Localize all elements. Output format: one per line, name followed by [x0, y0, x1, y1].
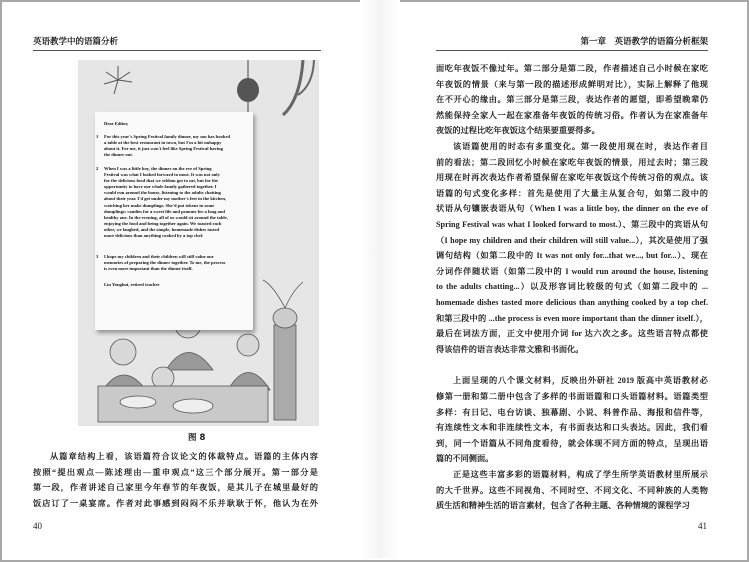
- branch-icon: [283, 60, 303, 115]
- book-gutter: [360, 0, 400, 558]
- paragraph-number: 2: [96, 166, 99, 171]
- paragraph-number: 1: [96, 134, 99, 139]
- body-line: 质生活和精神生活的语言素材，包含了各种主题、各种情境的课程学习: [436, 501, 690, 511]
- letter-signature: Liu Yonghui, retired teacher: [104, 282, 160, 287]
- body-line: 按照“提出观点—陈述理由—重申观点”这三个部分展开。第一部分是: [33, 468, 318, 477]
- body-line: to the adults chatting...）以及形容词比较级的句式（如第二段中的 ...: [436, 282, 708, 292]
- letter-salutation: Dear Editor,: [104, 121, 129, 126]
- body-line: 前的看法；第二段回忆小时候在家吃年夜饭的情景，用过去时；第三段: [436, 157, 708, 167]
- body-line: 正是这些丰富多彩的语篇材料，构成了学生所学英语教材里所展示: [453, 470, 708, 479]
- left-header-rule: [33, 50, 321, 51]
- body-line: （I hope my children and their children will still value...），其次是使用了强: [436, 235, 708, 245]
- page-number-left: 40: [33, 521, 42, 531]
- body-line: 从篇章结构上看，该语篇符合议论文的体裁特点。语篇的主体内容: [50, 452, 318, 461]
- firework-icon: [104, 66, 132, 94]
- body-line: 多样：有日记、电台访谈、独幕剧、小说、科普作品、海报和信件等，: [436, 407, 708, 417]
- body-line: 修第一册和第二册中包含了多样的书面语篇和口头语篇材料。语篇类型: [436, 392, 708, 401]
- body-line: 有连续性文本和非连续性文本，有书面表达和口头表达。因此，我们看: [436, 423, 708, 433]
- letter-paragraph: When I was a little boy, the dinner on the eve of Spring Festival was what I looked forward to most. It was not only for the delicious food that we seldom got to eat, but for the opportunity to have our whole family gathered together. I would run around the house, listening to the adults chatting about their year. I'd get under my mother's feet in the kitchen, watching her make dumplings. She'd put tokens in some dumplings: candies for a sweet life and peanuts for a long and healthy one. In the evening, all of us would sit around the table, enjoying the food and being together again. We toasted each other, we laughed, and the simple, homemade dishes tasted more delicious than anything cooked by a top chef.: [104, 166, 228, 239]
- right-running-header: 第一章 英语教学的语篇分析框架: [580, 37, 708, 47]
- body-line: 第一段，作者讲述自己家里今年春节的年夜饭，是其儿子在城里最好的: [33, 483, 318, 492]
- body-line: 状语从句镶嵌表语从句（When I was a little boy, the dinner on the eve of: [436, 204, 708, 214]
- letter-card: [95, 112, 253, 330]
- figure-caption: 图 8: [188, 433, 206, 443]
- body-line: 最后在词法方面，正文中使用介词 for 达六次之多。这些语言特点都使: [436, 329, 708, 339]
- body-line: 在不开心的缘由。第三部分是第三段，表达作者的愿望，即希望晚辈仍: [436, 95, 708, 105]
- body-line: Spring Festival was what I looked forward to most.）、第三段中的宾语从句: [436, 220, 708, 229]
- body-line: 面吃年夜饭不像过年。第二部分是第二段，作者描述自己小时候在家吃: [436, 64, 708, 73]
- body-line: homemade dishes tasted more delicious than anything cooked by a top chef.: [436, 298, 708, 307]
- body-line: 年夜饭的情景（来与第一段的描述形成鲜明对比），实际上解释了他现: [436, 79, 708, 89]
- body-line: 该语篇使用的时态有多重变化。第一段使用现在时，表达作者目: [453, 142, 708, 151]
- figure-illustration: [78, 60, 319, 426]
- left-running-header: 英语教学中的语篇分析: [33, 37, 119, 47]
- body-line: 调句结构（如第二段中的 It was not only for...that we..., but for...）、现在: [436, 251, 708, 261]
- letter-paragraph: I hope my children and their children will still value our memories of preparing the dinner together. To me, the process is even more important than the dinner itself.: [104, 254, 226, 272]
- body-line: 然能保持全家人一起在家准备年夜饭的传统习俗。作者认为在家准备年: [436, 110, 708, 120]
- body-line: 篇的不同侧面。: [436, 454, 494, 464]
- body-line: 分词作伴随状语（如第二段中的 I would run around the house, listening: [436, 266, 708, 276]
- body-line: 夜饭的过程比吃年夜饭这个结果要重要得多。: [436, 126, 600, 136]
- body-line: 饭店订了一桌宴席。作者对此事感到闷闷不乐并耿耿于怀，他认为在外: [33, 499, 318, 508]
- lantern-icon: [237, 60, 259, 116]
- paragraph-number: 3: [96, 254, 99, 259]
- body-line: 得该信件的语言表达非常文雅和书面化。: [436, 344, 584, 354]
- body-line: 语篇的句式变化多样：首先是使用了大量主从复合句，如第二段中的: [436, 188, 708, 198]
- body-line: 到，同一个语篇从不同角度看待，就会体现不同方面的特点，呈现出语: [436, 438, 708, 448]
- body-line: 和第三段中的 ...the process is even more important than the dinner itself.），: [436, 313, 708, 323]
- body-line: 上面呈现的八个课文材料，反映出外研社 2019 版高中英语教材必: [453, 376, 708, 386]
- body-line: 用现在时再次表达作者希望保留在家吃年夜饭这个传统习俗的观点。该: [436, 173, 708, 183]
- page-number-right: 41: [698, 521, 707, 531]
- letter-paragraph: For this year's Spring Festival family dinner, my son has booked a table at the best restaurant in town, but I'm a bit unhappy about it. For me, it just won't feel like Spring Festival having the dinner out.: [104, 134, 230, 158]
- right-header-rule: [436, 50, 708, 51]
- body-line: 的大千世界。这些不同视角、不同时空、不同文化、不同种族的人类物: [436, 485, 708, 495]
